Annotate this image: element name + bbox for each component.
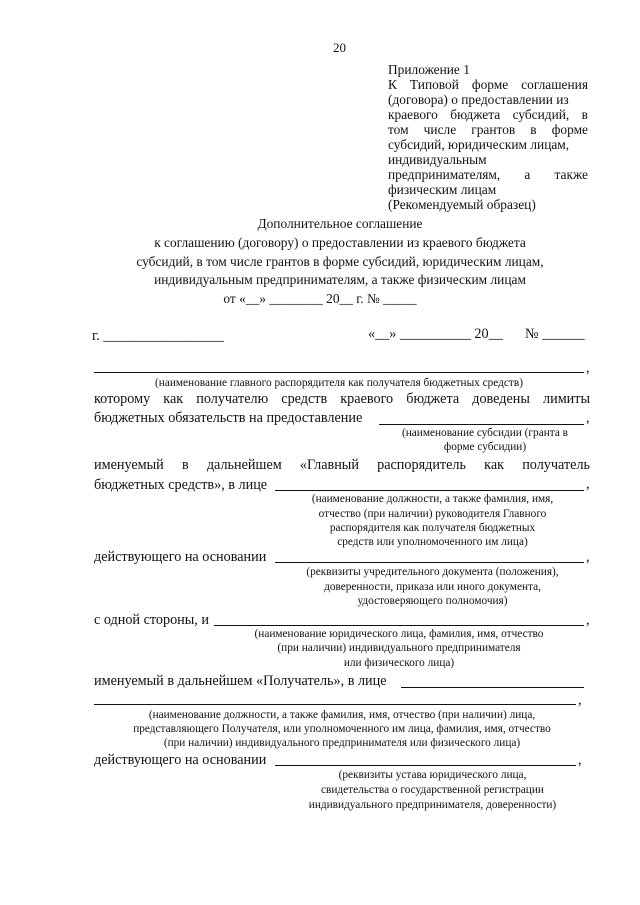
blank-line [94,704,576,705]
date-field: «__» __________ 20__ [368,326,503,342]
text-line: именуемый в дальнейшем «Получатель», в лице [94,673,387,689]
comma: , [586,476,590,492]
appendix-line: индивидуальным [388,152,487,167]
caption: форме субсидии) [443,441,527,453]
document-title: Дополнительное соглашение [257,216,423,231]
appendix-line: том числе грантов в форме [388,122,588,137]
blank-line [275,765,576,766]
text-line: действующего на основании [94,549,267,565]
comma: , [586,612,590,628]
page-number: 20 [333,40,346,55]
blank-line [214,625,584,626]
appendix-line: К Типовой форме соглашения [388,77,588,92]
text-line: бюджетных средств», в лице [94,477,268,493]
caption: (наименование должности, а также фамилия, имя, отчество (при наличии) лица, [148,709,536,721]
caption: доверенности, приказа или иного документа, [324,581,541,593]
appendix-line: физическим лицам [388,182,497,197]
appendix-line: Приложение 1 [388,62,470,77]
caption: (наименование должности, а также фамилия, имя, [311,493,554,505]
appendix-note [388,62,588,212]
comma: , [578,752,582,768]
caption: представляющего Получателя, или уполномоченного им лица, фамилия, имя, отчество [133,723,551,735]
title-date-line: от «__» ________ 20__ г. № _____ [223,291,417,306]
caption: распорядителя как получателя бюджетных [329,522,536,534]
caption: (реквизиты устава юридического лица, [338,769,527,781]
blank-line [275,490,584,491]
title-line: индивидуальным предпринимателям, а также физическим лицам [154,272,526,287]
caption: свидетельства о государственной регистрации [321,784,544,796]
text-line: которому как получателю средств краевого бюджета доведены лимиты [94,391,590,407]
comma: , [578,692,582,708]
appendix-line: субсидий, юридическим лицам, [388,137,570,152]
city-field: г. _________________ [92,328,224,344]
caption: отчество (при наличии) руководителя Главного [318,508,547,520]
caption: (наименование юридического лица, фамилия, имя, отчество [254,628,544,640]
comma: , [586,549,590,565]
blank-line [379,424,584,425]
caption: (реквизиты учредительного документа (положения), [306,566,559,578]
appendix-line: (Рекомендуемый образец) [388,197,536,212]
text-line: действующего на основании [94,752,267,768]
caption: удостоверяющего полномочия) [357,595,508,607]
caption: средств или уполномоченного им лица) [337,536,528,548]
text-line: с одной стороны, и [94,612,209,628]
appendix-line: предпринимателям, а также [388,167,588,182]
title-line: субсидий, в том числе грантов в форме субсидий, юридическим лицам, [136,254,544,269]
text-line: именуемый в дальнейшем «Главный распорядитель как получатель [94,457,590,473]
appendix-line: краевого бюджета субсидий, в [388,107,588,122]
caption: (при наличии) индивидуального предпринимателя или физического лица) [163,737,521,749]
caption: (при наличии) индивидуального предпринимателя [277,642,521,654]
title-line: к соглашению (договору) о предоставлении из краевого бюджета [154,235,526,250]
caption: или физического лица) [343,657,455,669]
blank-line [401,687,584,688]
blank-line [275,562,584,563]
blank-line [94,372,584,373]
number-field: № ______ [525,326,585,342]
comma: , [586,360,590,376]
appendix-line: (договора) о предоставлении из [388,92,569,107]
comma: , [586,410,590,426]
caption: индивидуального предпринимателя, доверенности) [308,799,557,811]
caption: (наименование главного распорядителя как получателя бюджетных средств) [155,377,523,389]
text-line: бюджетных обязательств на предоставление [94,410,363,426]
caption: (наименование субсидии (гранта в [401,427,569,439]
